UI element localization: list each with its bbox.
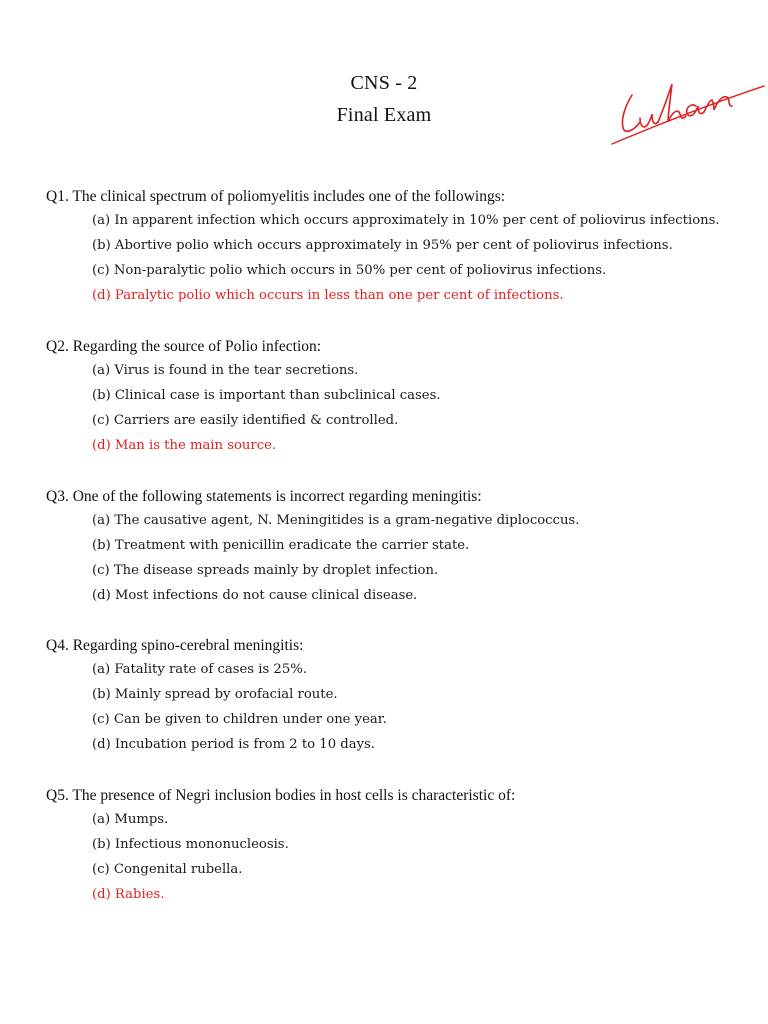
question-text: Q4. Regarding spino-cerebral meningitis: [46, 637, 304, 654]
question-text: Q1. The clinical spectrum of poliomyelitis includes one of the followings: [46, 188, 506, 205]
option-c: (c) Can be given to children under one year. [92, 712, 387, 727]
option-a: (a) Fatality rate of cases is 25%. [92, 662, 307, 677]
option-a: (a) The causative agent, N. Meningitides is a gram-negative diplococcus. [92, 513, 580, 528]
option-d-correct: (d) Rabies. [92, 887, 165, 902]
option-c: (c) Non-paralytic polio which occurs in 50% per cent of poliovirus infections. [92, 263, 607, 278]
option-list [46, 508, 746, 608]
option-list [46, 358, 746, 458]
option-list [46, 807, 746, 907]
option-b: (b) Clinical case is important than subclinical cases. [92, 388, 441, 403]
option-d-correct: (d) Paralytic polio which occurs in less than one per cent of infections. [92, 288, 564, 303]
option-a: (a) Mumps. [92, 812, 169, 827]
question-text: Q3. One of the following statements is incorrect regarding meningitis: [46, 488, 482, 505]
page-subtitle: Final Exam [336, 104, 432, 126]
option-c: (c) Congenital rubella. [92, 862, 243, 877]
option-b: (b) Mainly spread by orofacial route. [92, 687, 338, 702]
option-a: (a) In apparent infection which occurs approximately in 10% per cent of poliovirus infections. [92, 213, 720, 228]
option-list [46, 208, 746, 308]
question-5 [46, 785, 746, 907]
page-title: CNS - 2 [350, 72, 418, 94]
option-c: (c) The disease spreads mainly by droplet infection. [92, 563, 439, 578]
option-d: (d) Most infections do not cause clinical disease. [92, 588, 418, 603]
option-b: (b) Treatment with penicillin eradicate the carrier state. [92, 538, 470, 553]
option-d-correct: (d) Man is the main source. [92, 438, 277, 453]
question-text: Q2. Regarding the source of Polio infection: [46, 338, 322, 355]
question-3 [46, 486, 746, 608]
question-2 [46, 336, 746, 458]
option-a: (a) Virus is found in the tear secretions. [92, 363, 359, 378]
option-d: (d) Incubation period is from 2 to 10 days. [92, 737, 375, 752]
option-c: (c) Carriers are easily identified & controlled. [92, 413, 399, 428]
handwritten-signature [610, 60, 768, 160]
question-4 [46, 635, 746, 757]
question-1 [46, 186, 746, 308]
option-list [46, 657, 746, 757]
question-text: Q5. The presence of Negri inclusion bodies in host cells is characteristic of: [46, 787, 516, 804]
option-b: (b) Abortive polio which occurs approximately in 95% per cent of poliovirus infections. [92, 238, 673, 253]
option-b: (b) Infectious mononucleosis. [92, 837, 289, 852]
